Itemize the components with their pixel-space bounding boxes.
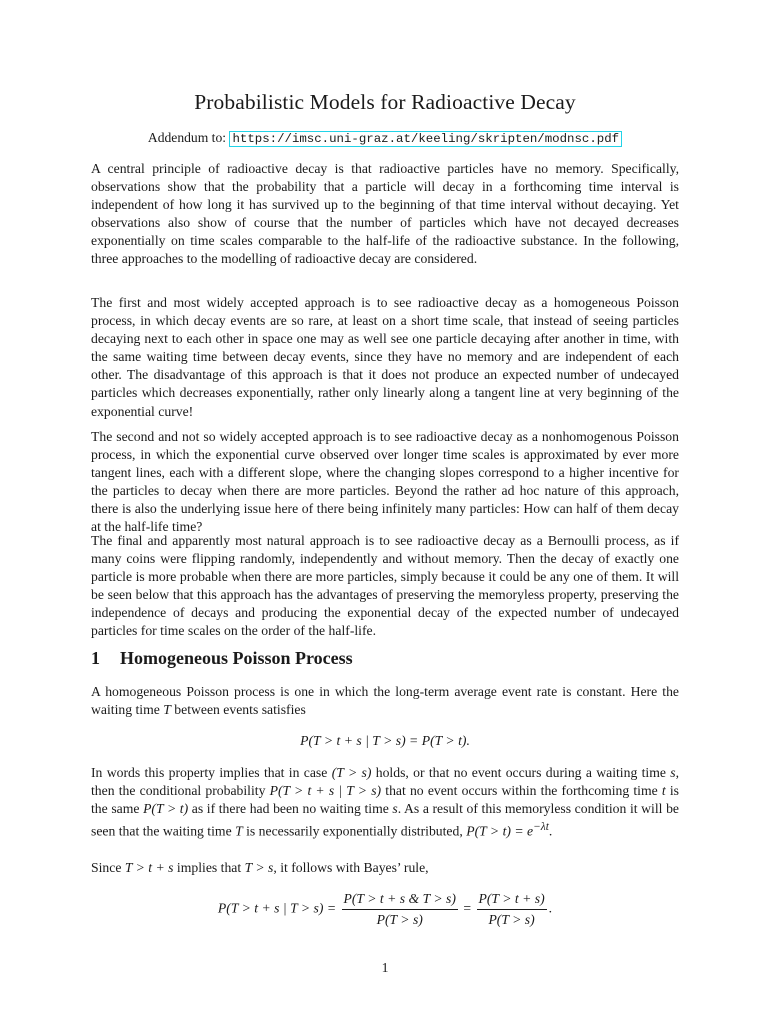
memoryless-equation: P(T > t + s | T > s) = P(T > t). xyxy=(300,733,470,748)
fraction-simplified: $\frac{P(T > t + s)}{P(T > s)}$ xyxy=(478,891,545,927)
addendum-link[interactable]: https://imsc.uni-graz.at/keeling/skripten/modnsc.pdf xyxy=(229,131,622,147)
fraction-joint: $\frac{P(T > t + s \& T > s)}{P(T > s)}$ xyxy=(343,891,456,927)
third-approach-paragraph: The final and apparently most natural approach is to see radioactive decay as a Bernoulli process, as if many coins were flipping randomly, independently and without memory. Then the decay of exactly one particle is more probable when there are more particles, simply because it could be any one of them. It will be seen below that this approach has the advantages of preserving the memoryless property, preserving the independence of decays and producing the exponential decay of the expected number of undecayed particles for time scales on the order of the half-life. xyxy=(91,533,679,639)
intro-paragraph: A central principle of radioactive decay is that radioactive particles have no memory. Specifically, observations show that the probability that a particle will decay in a forthcoming time interval is independent of how long it has survived up to the beginning of that time interval without decaying. Yet observations also show of course that the number of particles which have not decayed decreases exponentially on time scales comparable to the half-life of the radioactive substance. In the following, three approaches to the modelling of radioactive decay are considered. xyxy=(91,161,679,267)
page-number: 1 xyxy=(381,960,389,975)
paper-title: Probabilistic Models for Radioactive Decay xyxy=(194,90,576,114)
memoryless-explanation-paragraph: In words this property implies that in case (T > s) holds, or that no event occurs during a waiting time s, then the conditional probability P(T > t + s | T > s) that no event occurs within the forthcoming time t is the same P(T > t) as if there had been no waiting time s. As a result of this memoryless condition it will be seen that the waiting time T is necessarily exponentially distributed, $P(T > t) = e^{-\lambda t}$. xyxy=(91,765,680,839)
first-approach-paragraph: The first and most widely accepted approach is to see radioactive decay as a homogeneous Poisson process, in which decay events are so rare, at least on a short time scale, that instead of seeing particles decaying next to each other in space one may as well see one particle decaying after another in time, with the same waiting time between decay events, since they have no memory and are independent of each other. The disadvantage of this approach is that it does not produce an expected number of undecayed particles which decreases exponentially, rather only linearly along a tangent line at very beginning of the exponential curve! xyxy=(91,295,679,419)
addendum-label: Addendum to: xyxy=(147,130,227,145)
section-number: 1 xyxy=(91,648,100,668)
bayes-equation: P(T > t + s | T > s) = $\frac{P(T > t + s \& T > s)}{P(T > s)}$ = $\frac{P(T > t + s)}{P(T > s)}$ . xyxy=(217,891,553,927)
section-heading xyxy=(91,646,679,670)
poisson-definition-paragraph: A homogeneous Poisson process is one in which the long-term average event rate is constant. Here the waiting time T between events satisfies xyxy=(91,684,679,718)
section-title: Homogeneous Poisson Process xyxy=(120,648,353,668)
addendum-line xyxy=(91,128,679,149)
bayes-paragraph: Since T > t + s implies that T > s, it follows with Bayes’ rule, xyxy=(91,860,429,875)
second-approach-paragraph: The second and not so widely accepted approach is to see radioactive decay as a nonhomogenous Poisson process, in which the exponential curve observed over longer time scales is approximated by ever more tangent lines, each with a different slope, where the changing slopes correspond to a higher incentive for the particles to decay when there are more particles. Beyond the rather ad hoc nature of this approach, there is also the underlying issue here of there being infinitely many particles: How can half of them decay at the half-life time? xyxy=(91,429,679,535)
